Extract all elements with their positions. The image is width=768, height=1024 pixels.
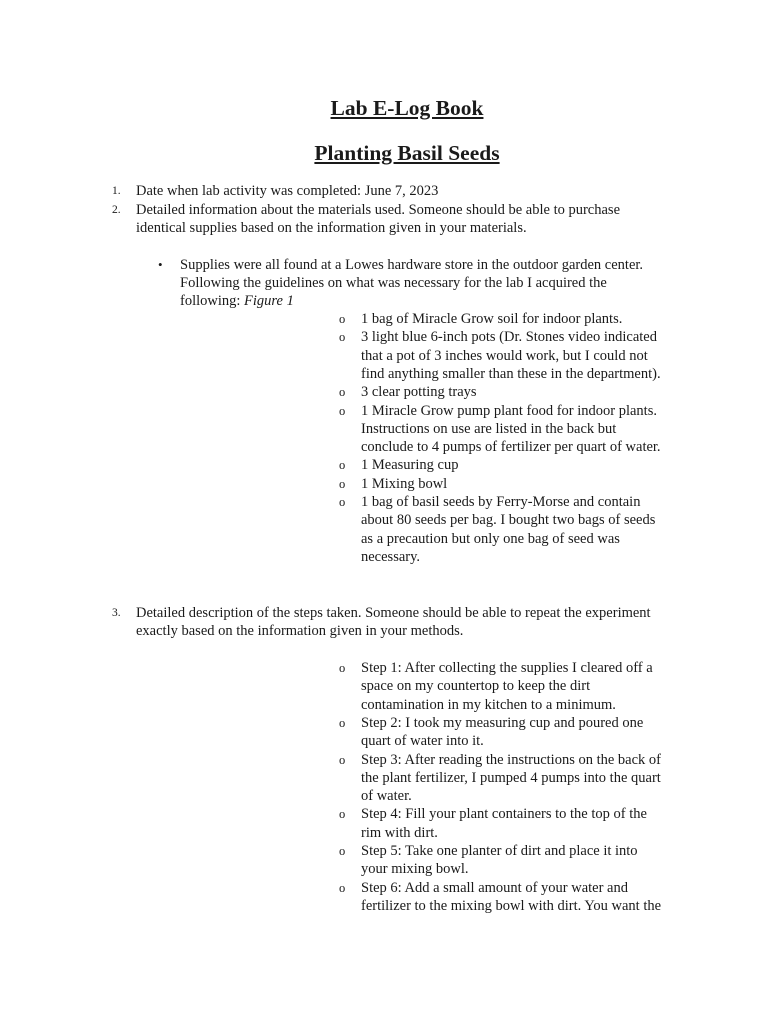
material-item-line: 1 Miracle Grow pump plant food for indoor plants. [361, 402, 657, 419]
item-text: identical supplies based on the information given in your materials. [136, 220, 527, 236]
sub-bullet-marker: o [339, 458, 346, 473]
material-item-line: 3 light blue 6-inch pots (Dr. Stones video indicated [361, 329, 657, 346]
document-subtitle: Planting Basil Seeds [314, 141, 500, 165]
document-title: Lab E-Log Book [330, 96, 484, 120]
step-item [361, 805, 647, 842]
material-item [361, 383, 477, 401]
material-item-line: 1 Mixing bowl [361, 475, 448, 492]
material-item [361, 402, 661, 457]
sub-bullet-marker: o [339, 330, 346, 345]
item-number: 2. [112, 204, 121, 216]
material-item-line: 1 bag of Miracle Grow soil for indoor plants. [361, 311, 623, 327]
step-item-line: Step 1: After collecting the supplies I cleared off a [361, 660, 653, 676]
step-item-line: fertilizer to the mixing bowl with dirt. You want the [361, 897, 662, 914]
sub-bullet-marker: o [339, 715, 346, 730]
bullet-text-fragment: following: [180, 293, 245, 309]
step-item-line: Step 2: I took my measuring cup and poured one [361, 714, 644, 731]
material-item [361, 328, 661, 383]
item-text: Date when lab activity was completed: June 7, 2023 [136, 183, 439, 199]
material-item-line: as a precaution but only one bag of seed was [361, 530, 620, 547]
sub-bullet-marker: o [339, 661, 346, 675]
step-item-line: rim with dirt. [361, 824, 438, 841]
material-item-line: that a pot of 3 inches would work, but I could not [361, 347, 648, 364]
item-number: 3. [112, 607, 121, 619]
step-item-line: the plant fertilizer, I pumped 4 pumps into the quart [361, 769, 661, 786]
step-item-line: your mixing bowl. [361, 861, 469, 878]
material-item-line: 3 clear potting trays [361, 384, 477, 401]
step-item-line: contamination in my kitchen to a minimum. [361, 696, 616, 713]
step-item-line: quart of water into it. [361, 733, 484, 750]
material-item-line: Instructions on use are listed in the back but [361, 420, 617, 437]
material-item-line: 1 bag of basil seeds by Ferry-Morse and contain [361, 494, 641, 510]
item-number: 1. [112, 185, 121, 197]
material-item-line: find anything smaller than these in the department). [361, 365, 661, 382]
step-item [361, 842, 638, 879]
material-item [361, 310, 622, 328]
step-item-line: of water. [361, 788, 412, 805]
step-item-line: Step 6: Add a small amount of your water and [361, 879, 628, 896]
step-item [361, 751, 661, 806]
step-item [361, 879, 661, 916]
sub-bullet-marker: o [339, 807, 346, 822]
step-item-line: Step 5: Take one planter of dirt and place it into [361, 843, 638, 859]
bullet-text: Supplies were all found at a Lowes hardware store in the outdoor garden center. [180, 257, 644, 273]
sub-bullet-marker: o [339, 880, 346, 895]
material-item-line: necessary. [361, 548, 421, 565]
sub-bullet-marker: o [339, 385, 346, 400]
material-item-line: 1 Measuring cup [361, 457, 459, 474]
sub-bullet-marker: o [339, 495, 346, 509]
step-item-line: Step 4: Fill your plant containers to the top of the [361, 806, 647, 823]
item-text: exactly based on the information given in your methods. [136, 623, 464, 639]
material-item-line: conclude to 4 pumps of fertilizer per quart of water. [361, 439, 661, 456]
sub-bullet-marker: o [339, 844, 346, 858]
item-text: Detailed information about the materials used. Someone should be able to purchase [136, 202, 621, 218]
material-item [361, 493, 655, 566]
bullet-text [180, 292, 294, 310]
step-item [361, 659, 653, 714]
material-item-line: about 80 seeds per bag. I bought two bags of seeds [361, 512, 656, 529]
sub-bullet-marker: o [339, 312, 346, 326]
step-item-line: Step 3: After reading the instructions on the back of [361, 751, 661, 768]
step-item [361, 714, 643, 751]
sub-bullet-marker: o [339, 476, 346, 491]
figure-reference: Figure 1 [244, 293, 294, 309]
bullet-text: Following the guidelines on what was necessary for the lab I acquired the [180, 275, 607, 291]
sub-bullet-marker: o [339, 403, 346, 418]
item-text: Detailed description of the steps taken. Someone should be able to repeat the experiment [136, 605, 651, 621]
bullet-marker: • [158, 257, 163, 272]
sub-bullet-marker: o [339, 752, 346, 767]
step-item-line: space on my countertop to keep the dirt [361, 678, 591, 695]
material-item [361, 456, 458, 474]
material-item [361, 475, 447, 493]
